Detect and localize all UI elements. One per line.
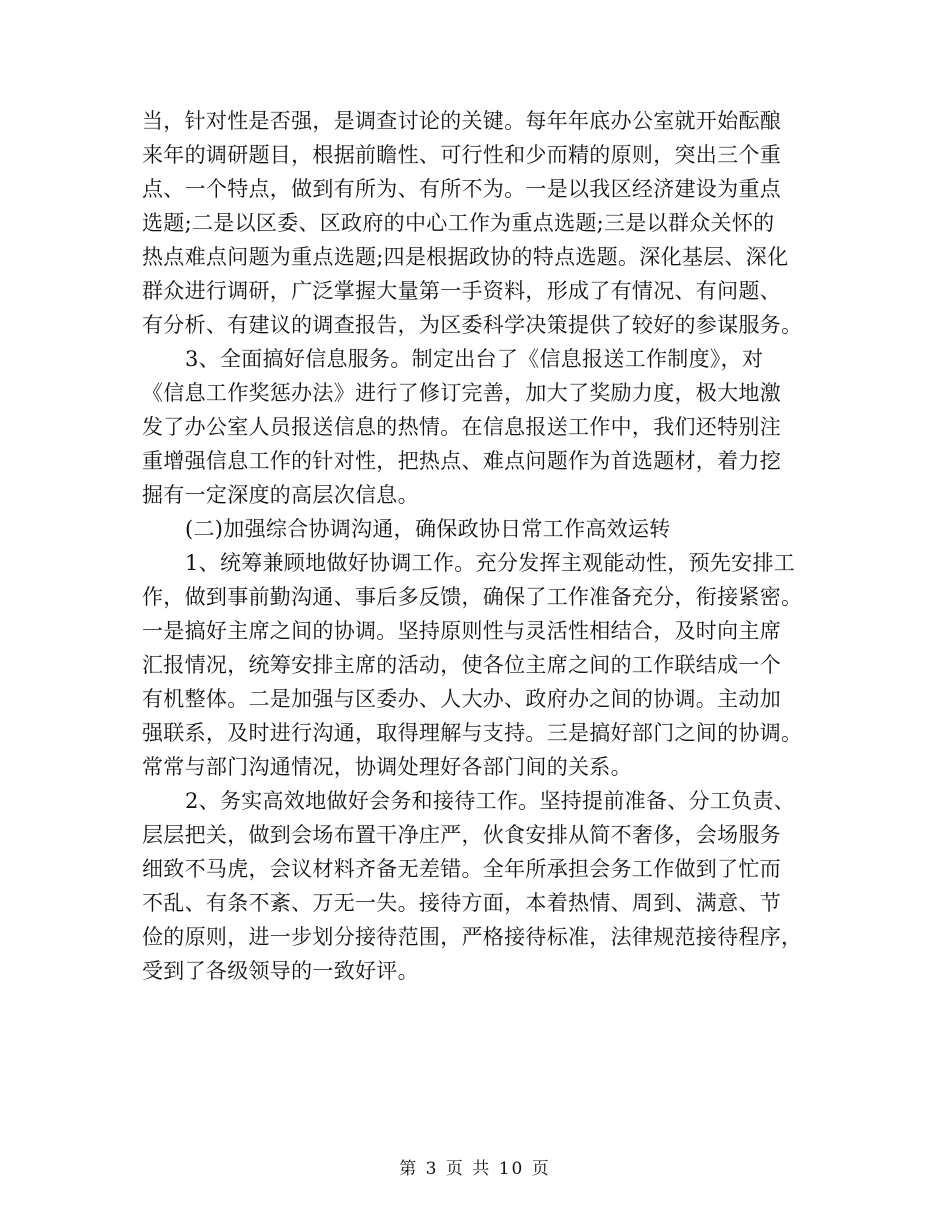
- text-line: 发了办公室人员报送信息的热情。在信息报送工作中，我们还特别注: [142, 415, 781, 439]
- text-line: 不乱、有条不紊、万无一失。接待方面，本着热情、周到、满意、节: [142, 891, 781, 915]
- text-line: 当，针对性是否强，是调查讨论的关键。每年年底办公室就开始酝酿: [142, 109, 781, 133]
- text-line: 来年的调研题目，根据前瞻性、可行性和少而精的原则，突出三个重: [142, 143, 781, 167]
- text-line: 1、统筹兼顾地做好协调工作。充分发挥主观能动性，预先安排工: [185, 551, 796, 575]
- page-footer-middle: 页 共: [445, 1159, 492, 1179]
- text-line: 3、全面搞好信息服务。制定出台了《信息报送工作制度》，对: [185, 347, 764, 371]
- text-line: 作，做到事前勤沟通、事后多反馈，确保了工作准备充分，衔接紧密。: [142, 585, 803, 609]
- text-line: 群众进行调研，广泛掌握大量第一手资料，形成了有情况、有问题、: [142, 279, 781, 303]
- text-line: 有分析、有建议的调查报告，为区委科学决策提供了较好的参谋服务。: [142, 313, 803, 337]
- page-total: 10: [498, 1159, 525, 1179]
- text-line: 掘有一定深度的高层次信息。: [142, 483, 419, 507]
- page-footer: [0, 1154, 950, 1179]
- text-line: 受到了各级领导的一致好评。: [142, 959, 419, 983]
- text-line: 点、一个特点，做到有所为、有所不为。一是以我区经济建设为重点: [142, 177, 781, 201]
- text-line: 2、务实高效地做好会务和接待工作。坚持提前准备、分工负责、: [185, 789, 796, 813]
- text-line: 选题;二是以区委、区政府的中心工作为重点选题;三是以群众关怀的: [142, 211, 775, 235]
- document-body: [142, 104, 822, 988]
- text-line: 热点难点问题为重点选题;四是根据政协的特点选题。深化基层、深化: [142, 245, 789, 269]
- page-number: 3: [425, 1159, 439, 1179]
- text-line: 汇报情况，统筹安排主席的活动，使各位主席之间的工作联结成一个: [142, 653, 781, 677]
- text-line: 重增强信息工作的针对性，把热点、难点问题作为首选题材，着力挖: [142, 449, 781, 473]
- text-line: 层层把关，做到会场布置干净庄严，伙食安排从简不奢侈，会场服务: [142, 823, 781, 847]
- text-line: 俭的原则，进一步划分接待范围，严格接待标准，法律规范接待程序，: [142, 925, 803, 949]
- section-heading: (二)加强综合协调沟通，确保政协日常工作高效运转: [185, 517, 671, 541]
- text-line: 常常与部门沟通情况，协调处理好各部门间的关系。: [142, 755, 632, 779]
- text-line: 一是搞好主席之间的协调。坚持原则性与灵活性相结合，及时向主席: [142, 619, 781, 643]
- text-line: 《信息工作奖惩办法》进行了修订完善，加大了奖励力度，极大地激: [142, 381, 781, 405]
- text-line: 强联系，及时进行沟通，取得理解与支持。三是搞好部门之间的协调。: [142, 721, 803, 745]
- text-line: 有机整体。二是加强与区委办、人大办、政府办之间的协调。主动加: [142, 687, 781, 711]
- page-footer-prefix: 第: [399, 1159, 419, 1179]
- page-footer-suffix: 页: [531, 1159, 551, 1179]
- text-line: 细致不马虎，会议材料齐备无差错。全年所承担会务工作做到了忙而: [142, 857, 781, 881]
